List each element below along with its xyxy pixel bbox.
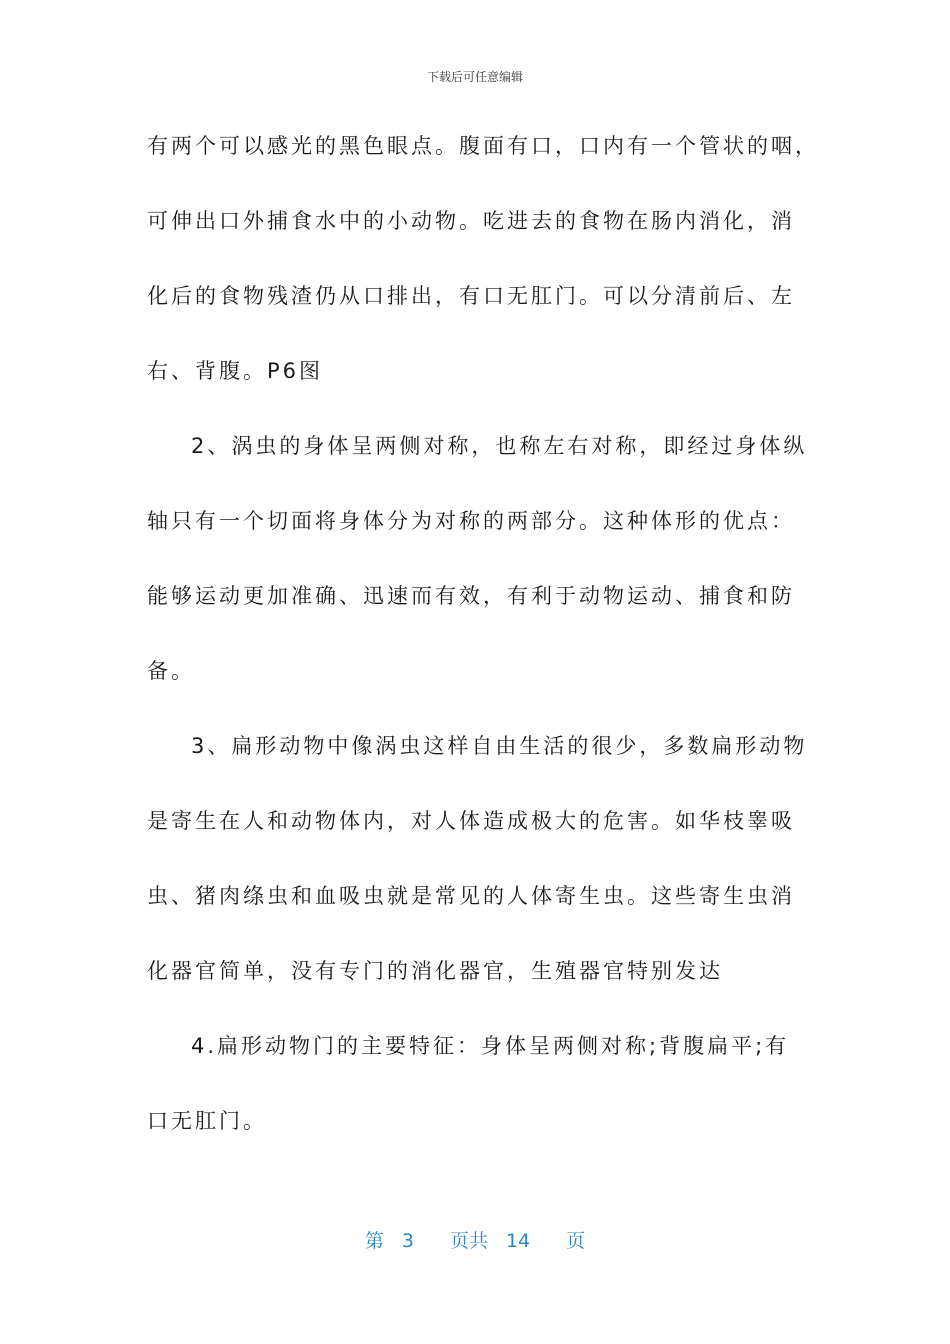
- text-line: 虫、猪肉绦虫和血吸虫就是常见的人体寄生虫。这些寄生虫消: [147, 884, 795, 908]
- text-line: 可伸出口外捕食水中的小动物。吃进去的食物在肠内消化，消: [147, 209, 795, 233]
- text-line: 能够运动更加准确、迅速而有效，有利于动物运动、捕食和防: [147, 584, 795, 608]
- text-line: 化器官简单，没有专门的消化器官，生殖器官特别发达: [147, 959, 723, 983]
- page-footer: [0, 1226, 950, 1253]
- text-line: 备。: [147, 659, 195, 683]
- text-line: 右、背腹。P6图: [147, 359, 324, 383]
- text-line: 2、涡虫的身体呈两侧对称，也称左右对称，即经过身体纵: [191, 434, 808, 458]
- text-line: 3、扁形动物中像涡虫这样自由生活的很少，多数扁形动物: [191, 734, 808, 758]
- text-line: 是寄生在人和动物体内，对人体造成极大的危害。如华枝睾吸: [147, 809, 795, 833]
- footer-prefix: 第: [364, 1230, 384, 1252]
- text-line: 4.扁形动物门的主要特征：身体呈两侧对称;背腹扁平;有: [191, 1034, 790, 1058]
- text-line: 有两个可以感光的黑色眼点。腹面有口，口内有一个管状的咽，: [147, 134, 819, 158]
- page-header: 下载后可任意编辑: [426, 70, 523, 84]
- paragraph: [147, 426, 807, 726]
- body-text: [147, 126, 819, 1176]
- paragraph: [147, 1026, 807, 1176]
- text-line: 轴只有一个切面将身体分为对称的两部分。这种体形的优点：: [147, 509, 795, 533]
- footer-page-number: 3: [401, 1230, 414, 1252]
- footer-middle: 页共: [449, 1230, 488, 1252]
- paragraph: [147, 126, 819, 426]
- text-line: 化后的食物残渣仍从口排出，有口无肛门。可以分清前后、左: [147, 284, 795, 308]
- footer-suffix: 页: [566, 1230, 586, 1252]
- footer-total-pages: 14: [505, 1230, 531, 1252]
- paragraph: [147, 726, 807, 1026]
- text-line: 口无肛门。: [147, 1109, 267, 1133]
